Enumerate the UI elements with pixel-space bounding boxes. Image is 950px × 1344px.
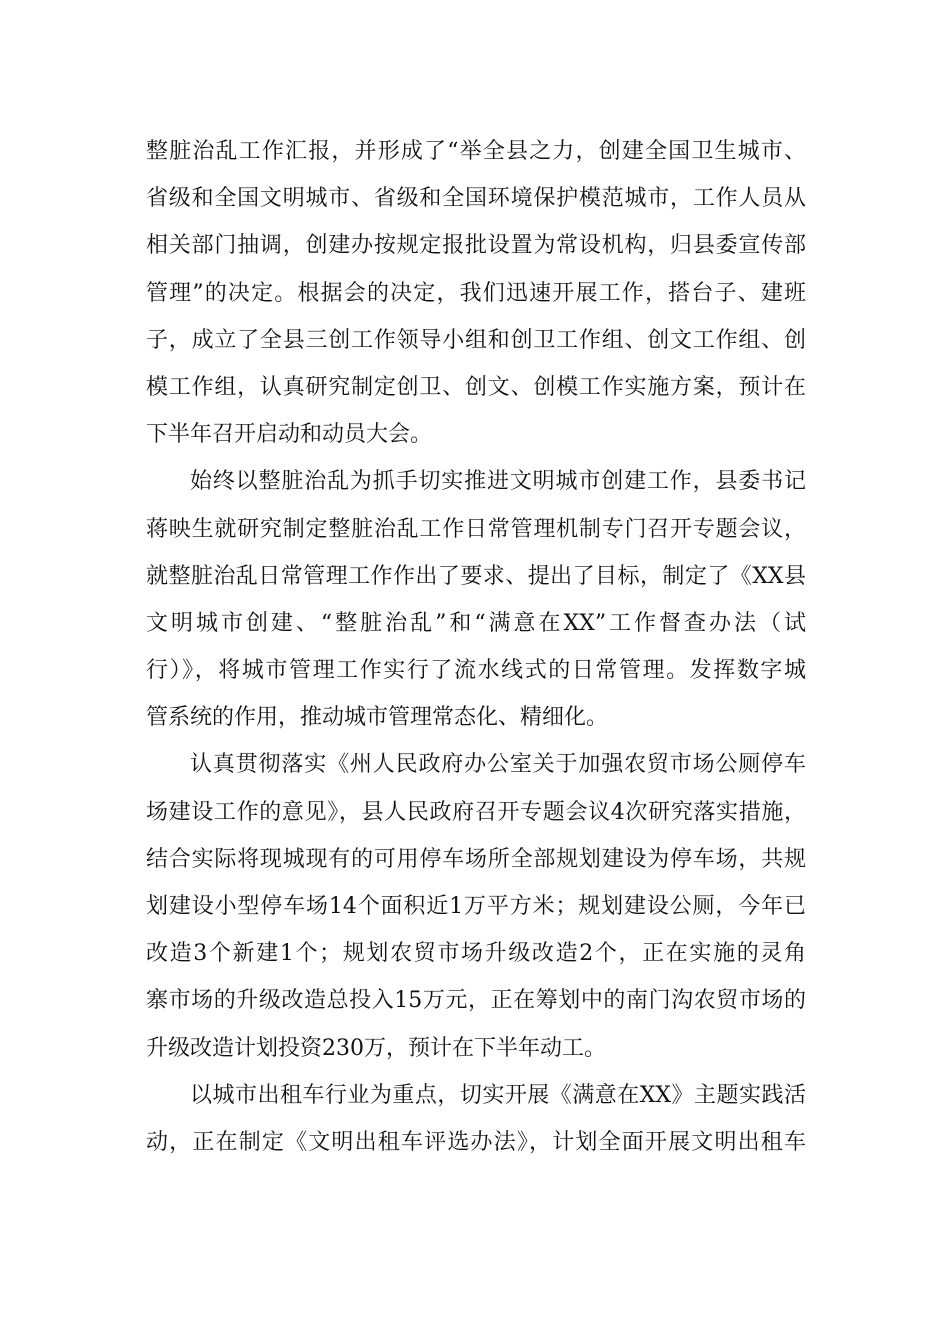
paragraph-2-line-1: 始终以整脏治乱为抓手切实推进文明城市创建工作，县委书记 [190, 469, 806, 495]
paragraph-2-line-2: 蒋映生就研究制定整脏治乱工作日常管理机制专门召开专题会议， [146, 516, 806, 542]
paragraph-2-line-5: 行）》，将城市管理工作实行了流水线式的日常管理。发挥数字城 [146, 658, 806, 684]
paragraph-2-line-3: 就整脏治乱日常管理工作作出了要求、提出了目标，制定了《XX县 [146, 563, 806, 589]
document-body [146, 128, 806, 1166]
paragraph-1-line-3: 相关部门抽调，创建办按规定报批设置为常设机构，归县委宣传部 [146, 233, 806, 259]
paragraph-3-line-5: 改造3个新建1个；规划农贸市场升级改造2个，正在实施的灵角 [146, 941, 806, 967]
paragraph-3-line-1: 认真贯彻落实《州人民政府办公室关于加强农贸市场公厕停车 [190, 752, 806, 778]
paragraph-1-line-6: 模工作组，认真研究制定创卫、创文、创模工作实施方案，预计在 [146, 374, 806, 400]
paragraph-2-line-6: 管系统的作用，推动城市管理常态化、精细化。 [146, 705, 609, 731]
paragraph-1-line-2: 省级和全国文明城市、省级和全国环境保护模范城市，工作人员从 [146, 186, 806, 212]
paragraph-1-line-1: 整脏治乱工作汇报，并形成了“举全县之力，创建全国卫生城市、 [146, 139, 806, 164]
paragraph-3-line-6: 寨市场的升级改造总投入15万元，正在筹划中的南门沟农贸市场的 [146, 988, 806, 1014]
paragraph-1-line-4: 管理”的决定。根据会的决定，我们迅速开展工作，搭台子、建班 [146, 280, 806, 306]
paragraph-3-line-2: 场建设工作的意见》，县人民政府召开专题会议4次研究落实措施， [146, 799, 806, 825]
paragraph-3-line-7: 升级改造计划投资230万，预计在下半年动工。 [146, 1035, 606, 1061]
paragraph-3-line-4: 划建设小型停车场14个面积近1万平方米；规划建设公厕，今年已 [146, 894, 806, 919]
paragraph-1-line-7: 下半年召开启动和动员大会。 [146, 422, 433, 448]
paragraph-4-line-2: 动，正在制定《文明出租车评选办法》，计划全面开展文明出租车 [146, 1129, 806, 1155]
paragraph-1-line-5: 子，成立了全县三创工作领导小组和创卫工作组、创文工作组、创 [146, 327, 806, 353]
paragraph-3-line-3: 结合实际将现城现有的可用停车场所全部规划建设为停车场，共规 [146, 846, 806, 872]
paragraph-4-line-1: 以城市出租车行业为重点，切实开展《满意在XX》主题实践活 [190, 1082, 806, 1108]
paragraph-2-line-4: 文明城市创建、“整脏治乱”和“满意在XX”工作督查办法（试 [146, 610, 806, 636]
